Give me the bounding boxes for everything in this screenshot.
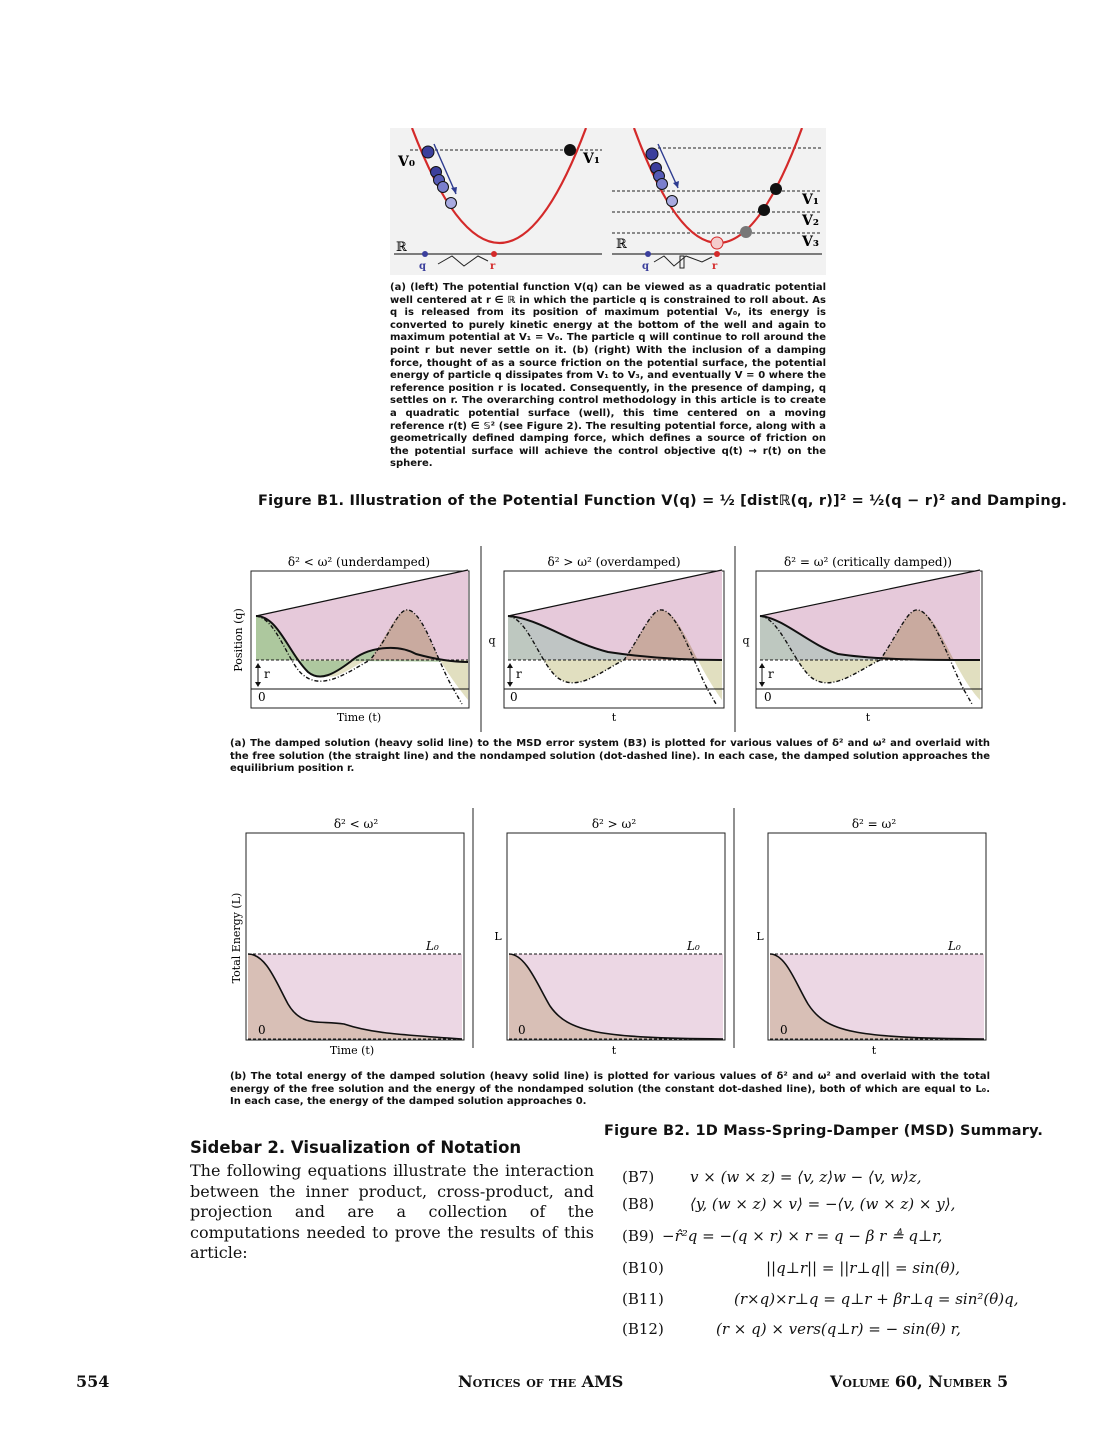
svg-text:0: 0 <box>510 690 518 704</box>
figure-b2-title: Figure B2. 1D Mass-Spring-Damper (MSD) Summary. <box>604 1123 1044 1139</box>
svg-text:L₀: L₀ <box>687 939 700 953</box>
potential-well-illustration <box>390 128 826 275</box>
sidebar-body: The following equations illustrate the interaction between the inner product, cross-product, and projection and are a collection of the computations needed to prove the results of this article: <box>190 1161 594 1262</box>
position-plots <box>228 544 990 734</box>
energy-panel-critically-damped <box>756 817 986 1057</box>
label-real-line: ℝ <box>396 240 407 255</box>
axis-label-x: Time (t) <box>329 1044 375 1057</box>
svg-text:0: 0 <box>258 1023 266 1037</box>
axis-label-x: Time (t) <box>336 711 382 724</box>
svg-text:r: r <box>264 667 270 681</box>
axis-label-x: t <box>865 711 871 724</box>
equation-b11: (B11) (r×q)×r⊥q = q⊥r + βr⊥q = sin²(θ)q, <box>622 1290 1019 1308</box>
axis-label-y: Total Energy (L) <box>230 892 243 984</box>
figure-b2-caption-a: (a) The damped solution (heavy solid line) to the MSD error system (B3) is plotted for various values of δ² and ω² and overlaid with the free solution (the straight line) and the nondamped solution (dot-dashed line). In each case, the damped solution approaches the equilibrium position r. <box>230 738 990 775</box>
equation-b8: (B8) ⟨y, (w × z) × v⟩ = −⟨v, (w × z) × y⟩, <box>622 1195 956 1213</box>
label-q-right: q <box>642 261 649 272</box>
axis-label-x: t <box>871 1044 877 1057</box>
label-v0: V₀ <box>398 154 415 170</box>
svg-text:L₀: L₀ <box>948 939 961 953</box>
panel-title: δ² < ω² <box>333 817 379 831</box>
label-q: q <box>419 261 426 272</box>
volume-info: Volume 60, Number 5 <box>830 1372 1009 1391</box>
axis-label-y: Position (q) <box>232 608 245 672</box>
panel-title: δ² < ω² (underdamped) <box>287 555 431 569</box>
label-v2: V₂ <box>802 213 819 229</box>
panel-title: δ² > ω² <box>591 817 637 831</box>
position-panel-overdamped <box>488 555 724 724</box>
svg-text:0: 0 <box>764 690 772 704</box>
axis-label-y: q <box>742 634 750 647</box>
figure-b1-title: Figure B1. Illustration of the Potential Function V(q) = ½ [distℝ(q, r)]² = ½(q − r)² and Damping. <box>258 493 1068 509</box>
axis-label-y: L <box>494 930 502 943</box>
label-v1: V₁ <box>583 151 600 167</box>
equation-b10: (B10) ||q⊥r|| = ||r⊥q|| = sin(θ), <box>622 1259 961 1277</box>
axis-label-x: t <box>611 711 617 724</box>
figure-b2-caption-b: (b) The total energy of the damped solution (heavy solid line) is plotted for various values of δ² and ω² and overlaid with the total energy of the free solution and the energy of the nondamped solution (the constant dot-dashed line), both of which are equal to L₀. In each case, the energy of the damped solution approaches 0. <box>230 1071 990 1108</box>
figure-b1-caption: (a) (left) The potential function V(q) can be viewed as a quadratic potential well centered at r ∈ ℝ in which the particle q is constrained to roll about. As q is released from its position of maximum potential V₀, its energy is converted to purely kinetic energy at the bottom of the well and again to maximum potential at V₁ = V₀. The particle q will continue to roll around the point r but never settle on it. (b) (right) With the inclusion of a damping force, thought of as a source friction on the potential surface, the potential energy of particle q dissipates from V₁ to V₃, and eventually V = 0 where the reference position r is located. Consequently, in the presence of damping, q settles on r. The overarching control methodology in this article is to create a quadratic potential surface (well), this time centered on a moving reference r(t) ∈ 𝕊² (see Figure 2). The resulting potential force, along with a geometrically defined damping force, which defines a source of friction on the potential surface will achieve the control objective q(t) → r(t) on the sphere. <box>390 282 826 470</box>
svg-text:r: r <box>516 667 522 681</box>
equation-b7: (B7) v × (w × z) = ⟨v, z⟩w − ⟨v, w⟩z, <box>622 1168 922 1186</box>
label-r: r <box>490 261 496 272</box>
position-panel-critically-damped <box>742 555 982 724</box>
label-v3: V₃ <box>802 234 819 250</box>
energy-panel-overdamped <box>494 817 725 1057</box>
svg-text:L₀: L₀ <box>426 939 439 953</box>
panel-title: δ² > ω² (overdamped) <box>547 555 681 569</box>
sidebar-heading: Sidebar 2. Visualization of Notation <box>190 1138 522 1157</box>
label-r-right: r <box>712 261 718 272</box>
equation-b9: (B9) −r̂²q = −(q × r) × r = q − β r ≜ q⊥r, <box>622 1227 943 1245</box>
svg-text:0: 0 <box>258 690 266 704</box>
svg-text:0: 0 <box>518 1023 526 1037</box>
axis-label-y: L <box>756 930 764 943</box>
label-v1-right: V₁ <box>802 192 819 208</box>
journal-name: Notices of the AMS <box>458 1372 624 1391</box>
energy-panel-underdamped <box>230 817 464 1057</box>
panel-title: δ² = ω² (critically damped)) <box>784 555 952 569</box>
equation-b12: (B12) (r × q) × vers(q⊥r) = − sin(θ) r, <box>622 1320 961 1338</box>
svg-text:r: r <box>768 667 774 681</box>
label-real-line-right: ℝ <box>616 237 627 252</box>
svg-text:0: 0 <box>780 1023 788 1037</box>
axis-label-x: t <box>611 1044 617 1057</box>
figure-b1 <box>390 128 826 275</box>
axis-label-y: q <box>488 634 496 647</box>
position-panel-underdamped <box>232 555 469 724</box>
page-number: 554 <box>76 1372 110 1391</box>
energy-plots <box>228 808 990 1064</box>
panel-title: δ² = ω² <box>851 817 897 831</box>
